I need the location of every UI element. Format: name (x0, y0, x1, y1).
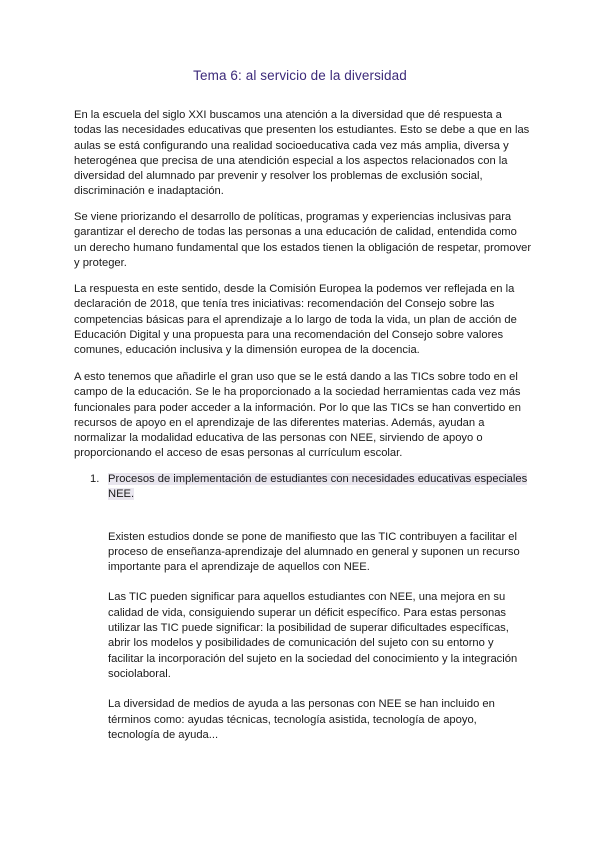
paragraph-text: La respuesta en este sentido, desde la Comisión Europea la podemos ver reflejada en la declaración de 2018, que tenía tres iniciativas: recomendación del Consejo sobre las competencias básicas para el aprendizaje a lo largo de toda la vida, un plan de acción de Educación Digital y una propuesta para una recomendación del Consejo sobre valores comunes, educación inclusiva y la dimensión europea de la docencia. (74, 283, 517, 357)
numbered-list (74, 472, 530, 743)
paragraph-text: A esto tenemos que añadirle el gran uso que se le está dando a las TICs sobre todo en el campo de la educación. Se le ha proporcionado a la sociedad herramientas cada vez más funcionales para poder acceder a la información. Por lo que las TICs se han convertido en recursos de apoyo en el aprendizaje de las diferentes materias. Además, ayudan a normalizar la modalidad educativa de las personas con NEE, sirviendo de apoyo o proporcionando el acceso de esas personas al currículum escolar. (74, 371, 521, 460)
list-number: 1. (90, 473, 100, 485)
paragraph-3 (74, 282, 532, 358)
paragraph-text: En la escuela del siglo XXI buscamos una atención a la diversidad que dé respuesta a todas las necesidades educativas que presenten los estudiantes. Esto se debe a que en las aulas se está configurando una realidad socioeducativa cada vez más amplia, diversa y heterogénea que precisa de una atendición especial a los aspectos relacionados con la diversidad del alumnado par prevenir y resolver los problemas de exclusión social, discriminación e inadaptación. (74, 109, 530, 198)
paragraph-1 (74, 108, 532, 200)
list-subparagraph-3: La diversidad de medios de ayuda a las personas con NEE se han incluido en términos como: ayudas técnicas, tecnología asistida, tecnología de apoyo, tecnología de ayuda... (108, 698, 495, 741)
paragraph-4 (74, 370, 532, 462)
paragraph-2 (74, 210, 532, 271)
list-subparagraph-2: Las TIC pueden significar para aquellos estudiantes con NEE, una mejora en su calidad de vida, consiguiendo superar un déficit específico. Para estas personas utilizar las TIC puede significar: la posibilidad de superar dificultades específicas, abrir los modelos y posibilidades de comunicación del sujeto con su entorno y facilitar la incorporación del sujeto en la sociedad del conocimiento y la integración sociolaboral. (108, 591, 518, 680)
list-item-heading (74, 472, 530, 503)
document-title: Tema 6: al servicio de la diversidad (193, 68, 407, 83)
list-subparagraph-1: Existen estudios donde se pone de manifiesto que las TIC contribuyen a facilitar el proceso de enseñanza-aprendizaje del alumnado en general y suponen un recurso importante para el aprendizaje de aquellos con NEE. (108, 530, 520, 574)
list-heading-text: Procesos de implementación de estudiantes con necesidades educativas especiales NEE. (108, 473, 528, 501)
paragraph-text: Se viene priorizando el desarrollo de políticas, programas y experiencias inclusivas para garantizar el derecho de todas las personas a una educación de calidad, entendida como un derecho humano fundamental que los estados tienen la obligación de respetar, promover y proteger. (74, 211, 532, 269)
